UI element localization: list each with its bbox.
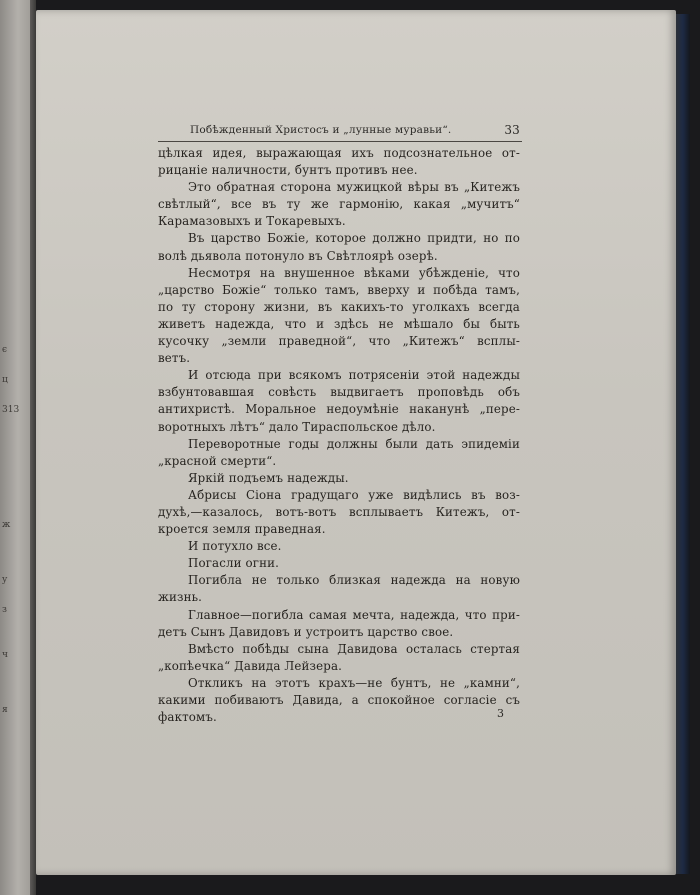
text-line: И отсюда при всякомъ потрясеніи этой надежды	[188, 368, 520, 383]
text-line: по ту сторону жизни, въ какихъ-то уголкахъ всегда	[158, 299, 520, 314]
body-text	[158, 145, 520, 726]
text-line: какими побиваютъ Давида, а спокойное согласіе съ	[158, 693, 520, 707]
text-line: волѣ дьявола потонуло въ Свѣтлоярѣ озерѣ.	[158, 248, 438, 263]
text-line: рицаніе наличности, бунтъ противъ нее.	[158, 163, 418, 178]
text-line: И потухло все.	[188, 539, 282, 554]
header-rule	[158, 141, 522, 142]
text-line: живетъ надежда, что и здѣсь не мѣшало бы быть	[158, 316, 520, 331]
facing-page-fragment: я	[2, 705, 8, 715]
text-line: Несмотря на внушенное вѣками убѣжденіе, что	[188, 265, 520, 280]
text-line: свѣтлый“, все въ ту же гармонію, какая „мучитъ“	[158, 197, 520, 212]
text-line: кроется земля праведная.	[158, 522, 326, 537]
text-line: духѣ,—казалось, вотъ-вотъ всплываетъ Китежъ, от-	[158, 504, 520, 519]
facing-page-fragment: 313	[2, 405, 20, 415]
text-line: жизнь.	[158, 590, 203, 605]
facing-page-fragment: ж	[2, 520, 11, 530]
text-line: взбунтовавшая совѣсть выдвигаетъ проповѣдь объ	[158, 385, 520, 400]
text-line: Абрисы Сіона градущаго уже видѣлись въ воз-	[188, 487, 520, 502]
text-line: Яркій подъемъ надежды.	[188, 470, 349, 485]
text-line: „красной смерти“.	[158, 453, 277, 468]
signature-mark: 3	[497, 707, 504, 720]
facing-page-edge	[0, 0, 30, 895]
text-line: Главное—погибла самая мечта, надежда, что при-	[188, 607, 520, 622]
text-line: антихристѣ. Моральное недоумѣніе наканунѣ „пере-	[158, 402, 520, 417]
text-line: кусочку „земли праведной“, что „Китежъ“ всплы-	[158, 334, 520, 349]
text-line: Это обратная сторона мужицкой вѣры въ „Китежъ	[188, 180, 520, 195]
facing-page-fragment: ц	[2, 375, 8, 385]
text-line: Въ царство Божіе, которое должно придти, но по	[188, 231, 520, 246]
text-line: Карамазовыхъ и Токаревыхъ.	[158, 214, 346, 229]
text-line: цѣлкая идея, выражающая ихъ подсознательное от-	[158, 146, 520, 160]
running-header-title: Побѣжденный Христосъ и „лунные муравьи“.	[190, 124, 452, 136]
text-line: Переворотные годы должны были дать эпидеміи	[188, 436, 520, 451]
text-line: Вмѣсто побѣды сына Давидова осталась стертая	[188, 641, 520, 656]
text-line: Погибла не только близкая надежда на новую	[188, 573, 520, 588]
facing-page-fragment: у	[2, 575, 8, 585]
text-line: фактомъ.	[158, 710, 217, 725]
text-line: „копѣечка“ Давида Лейзера.	[158, 658, 343, 673]
facing-page-fragment: з	[2, 605, 7, 615]
facing-page-fragment: є	[2, 345, 8, 355]
text-line: Откликъ на этотъ крахъ—не бунтъ, не „камни“,	[188, 675, 520, 690]
text-line: ветъ.	[158, 351, 191, 366]
text-line: Погасли огни.	[188, 556, 280, 571]
text-line: детъ Сынъ Давидовъ и устроитъ царство свое.	[158, 624, 454, 639]
book-cover-edge	[676, 14, 690, 874]
text-line: „царство Божіе“ только тамъ, вверху и побѣда тамъ,	[158, 282, 520, 297]
facing-page-fragment: ч	[2, 650, 8, 660]
page-number: 33	[504, 123, 520, 137]
text-line: воротныхъ лѣтъ“ дало Тираспольское дѣло.	[158, 419, 436, 434]
